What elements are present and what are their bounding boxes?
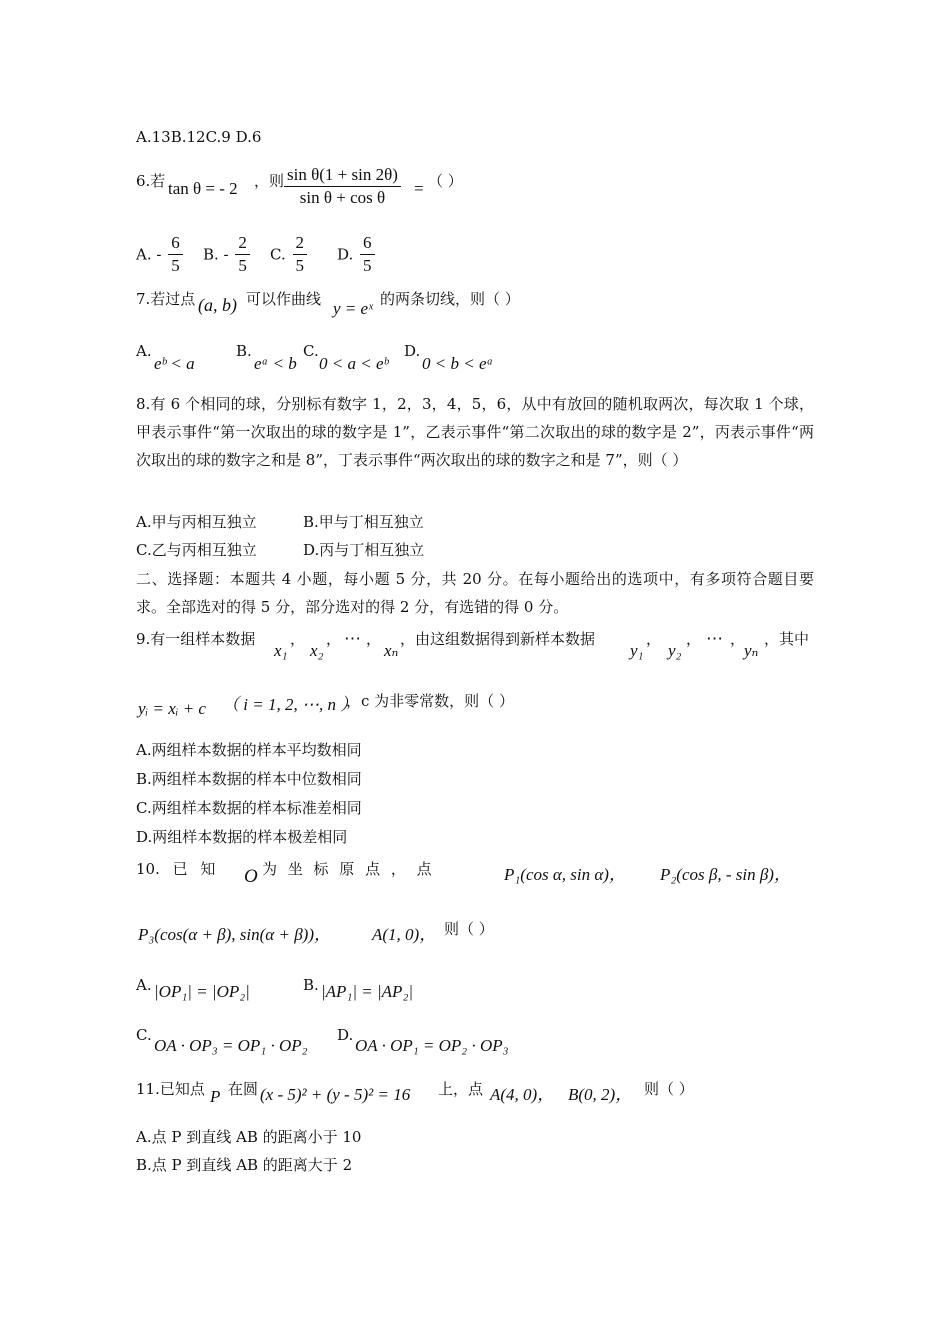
- q9-option-a: A.两组样本数据的样本平均数相同: [136, 741, 362, 759]
- q7-curve: y = eˣ: [333, 299, 373, 318]
- q6-denominator: sin θ + cos θ: [299, 188, 386, 207]
- question-8: 8.有 6 个相同的球，分别标有数字 1，2，3，4，5，6，从中有放回的随机取两次，每次取 1 个球，甲表示事件“第一次取出的球的数字是 1”，乙表示事件“第二次取出的球的数字是 2”，丙表示事件“两次取出的球的数字之和是 8”，丁表示事件“两次取出的球的数字之和是 7”，则（ ）: [136, 395, 814, 469]
- q7-option-d: D. 0 < b < eᵃ: [404, 342, 494, 373]
- q7-option-c: C. 0 < a < eᵇ: [303, 342, 389, 373]
- q8-option-b: B.甲与丁相互独立: [303, 513, 424, 531]
- q10-option-a: A. |OP₁| = |OP₂|: [136, 976, 250, 1001]
- question-11: 11.已知点 P 在圆 (x - 5)² + (y - 5)² = 16 上，点 A(4, 0)， B(0, 2)， 则（ ）: [136, 1080, 694, 1106]
- q6-numerator: sin θ(1 + sin 2θ): [284, 164, 401, 187]
- q6-then: ，则: [254, 172, 285, 190]
- q6-option-b: B. - $\frac{2}{5}$: [203, 232, 252, 277]
- q11-point-b: B(0, 2)，: [568, 1085, 633, 1104]
- q10-option-d: D. OA · OP₁ = OP₂ · OP₃: [337, 1026, 509, 1055]
- q11-option-a: A.点 P 到直线 AB 的距离小于 10: [136, 1128, 362, 1146]
- q10-p2: P₂(cos β, - sin β)，: [660, 865, 791, 884]
- q11-point-a: A(4, 0)，: [490, 1085, 555, 1104]
- q6-option-a: A. - $\frac{6}{5}$: [136, 232, 185, 277]
- q7-option-a: A. eᵇ < a: [136, 342, 195, 373]
- q9-option-c: C.两组样本数据的样本标准差相同: [136, 799, 362, 817]
- q8-option-d: D.丙与丁相互独立: [303, 541, 425, 559]
- q7-point: (a, b): [198, 295, 237, 315]
- q7-option-b: B. eᵃ < b: [236, 342, 297, 373]
- q11-circle: (x - 5)² + (y - 5)² = 16: [260, 1085, 411, 1104]
- q8-option-c: C.乙与丙相互独立: [136, 541, 257, 559]
- question-10: 10. 已 知 O 为 坐 标 原 点 ， 点 P₁(cos α, sin α)， P₂(cos β, - sin β)，: [136, 860, 791, 887]
- q6-prefix: 6.若: [136, 172, 166, 190]
- q6-answer-paren: （ ）: [428, 172, 463, 190]
- question-9: 9.有一组样本数据 x₁ ， x₂ ， ⋯ ， xₙ ，由这组数据得到新样本数据 y₁ ， y₂ ， ⋯ ， yₙ ，其中: [136, 629, 810, 660]
- q9-option-b: B.两组样本数据的样本中位数相同: [136, 770, 362, 788]
- document-page: A.13B.12C.9 D.6 6.若 tan θ = - 2 ，则 $\frac{\text{sin θ(1 + sin 2θ)}}{\text{sin θ + cos θ}}$ = （ ） A. - $\frac{6}{5}$ B. - $\frac{2}{5}$ C. $\frac{2}{5}$ D. $\frac{6}{5}$ 7.若过点 (a, b) 可以作曲线 y = eˣ 的两条切线，则（ ） A. eᵇ < a B. eᵃ < b C. 0 < a < eᵇ D. 0 < b < eᵃ 8.有 6 个相同的球，分别标有数字 1，2，3，4，5，6，从中有放回的随机取两次，每次取 1 个球，甲表示事件“第一次取出的球的数字是 1”，乙表示事件“第二次取出的球的数字是 2”，丙表示事件“两次取出的球的数字之和是 8”，丁表示事件“两次取出的球的数字之和是 7”，则（ ） A.甲与丙相互独立 B.甲与丁相互独立 C.乙与丙相互独立 D.丙与丁相互独立 二、选择题：本题共 4 小题，每小题 5 分，共 20 分。在每小题给出的选项中，有多项符合题目要求。全部选对的得 5 分，部分选对的得 2 分，有选错的得 0 分。 9.有一组样本数据 x₁ ， x₂ ， ⋯ ， xₙ ，由这组数据得到新样本数据 y₁ ， y₂ ， ⋯ ， yₙ ，其中 yᵢ = xᵢ + c （ i = 1, 2, ⋯, n ） ，c 为非零常数，则（ ） A.两组样本数据的样本平均数相同 B.两组样本数据的样本中位数相同 C.两组样本数据的样本标准差相同 D.两组样本数据的样本极差相同 10. 已 知 O 为 坐 标 原 点 ， 点 P₁(cos α, sin α)， P₂(cos β, - sin β)， P₃(cos(α + β), sin(α + β))， A(1, 0)， 则（ ） A. |OP₁| = |OP₂| B. |AP₁| = |AP₂| C. OA · OP₃ = OP₁ · OP₂ D. OA · OP₁ = OP₂ · OP₃ 11.已知点 P 在圆 (x - 5)² + (y - 5)² = 16 上，点 A(4, 0)， B(0, 2)， 则（ ） A.点 P 到直线 AB 的距离小于 10 B.点 P 到直线 AB 的距离大于 2: [136, 128, 814, 1174]
- q8-option-a: A.甲与丙相互独立: [136, 513, 257, 531]
- q10-point-a: A(1, 0)，: [372, 925, 437, 944]
- section-2-header: 二、选择题：本题共 4 小题，每小题 5 分，共 20 分。在每小题给出的选项中，有多项符合题目要求。全部选对的得 5 分，部分选对的得 2 分，有选错的得 0 分。: [136, 570, 814, 616]
- q10-p1: P₁(cos α, sin α)，: [504, 865, 626, 884]
- q6-option-d: D. $\frac{6}{5}$: [337, 232, 377, 277]
- q10-option-b: B. |AP₁| = |AP₂|: [303, 976, 414, 1001]
- q5-options: A.13B.12C.9 D.6: [136, 128, 262, 146]
- q6-option-c: C. $\frac{2}{5}$: [270, 232, 309, 277]
- q6-condition: tan θ = - 2: [168, 179, 238, 198]
- q6-equals: =: [414, 179, 424, 198]
- q9-option-d: D.两组样本数据的样本极差相同: [136, 828, 348, 846]
- q10-option-c: C. OA · OP₃ = OP₁ · OP₂: [136, 1026, 308, 1055]
- q6-fraction: [284, 164, 401, 209]
- q11-option-b: B.点 P 到直线 AB 的距离大于 2: [136, 1156, 353, 1174]
- q10-p3: P₃(cos(α + β), sin(α + β))，: [138, 925, 331, 944]
